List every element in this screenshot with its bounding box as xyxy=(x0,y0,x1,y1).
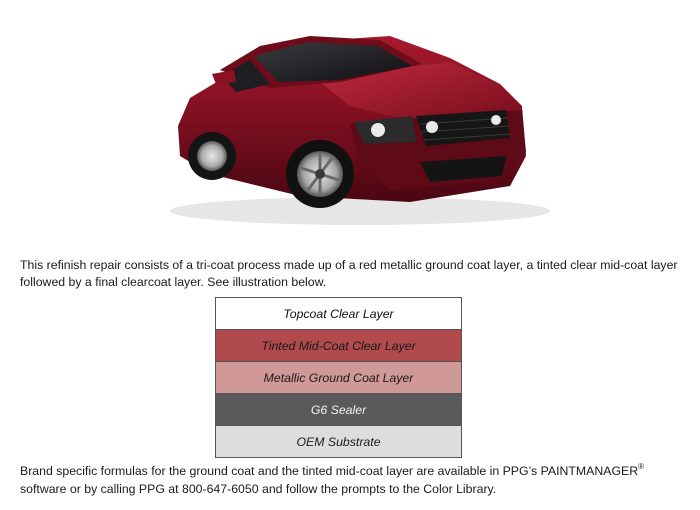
outro-text-after: software or by calling PPG at 800-647-6050 and follow the prompts to the Color Library. xyxy=(20,482,497,496)
intro-paragraph: This refinish repair consists of a tri-coat process made up of a red metallic ground coat layer, a tinted clear mid-coat layer followed by a final clearcoat layer. See illustration below. xyxy=(20,258,678,289)
layer-oem-substrate: OEM Substrate xyxy=(216,426,461,457)
layer-g6-sealer: G6 Sealer xyxy=(216,394,461,426)
red-sports-coupe-icon xyxy=(150,6,550,228)
outro-text-before: Brand specific formulas for the ground coat and the tinted mid-coat layer are available in PPG’s PAINTMANAGER xyxy=(20,464,639,478)
layer-tinted-mid-coat: Tinted Mid-Coat Clear Layer xyxy=(216,330,461,362)
layer-topcoat-clear: Topcoat Clear Layer xyxy=(216,298,461,330)
registered-trademark: ® xyxy=(638,462,644,471)
outro-paragraph xyxy=(20,462,685,498)
car-image xyxy=(150,6,550,228)
layer-metallic-ground-coat: Metallic Ground Coat Layer xyxy=(216,362,461,394)
paint-layer-diagram xyxy=(215,297,462,458)
